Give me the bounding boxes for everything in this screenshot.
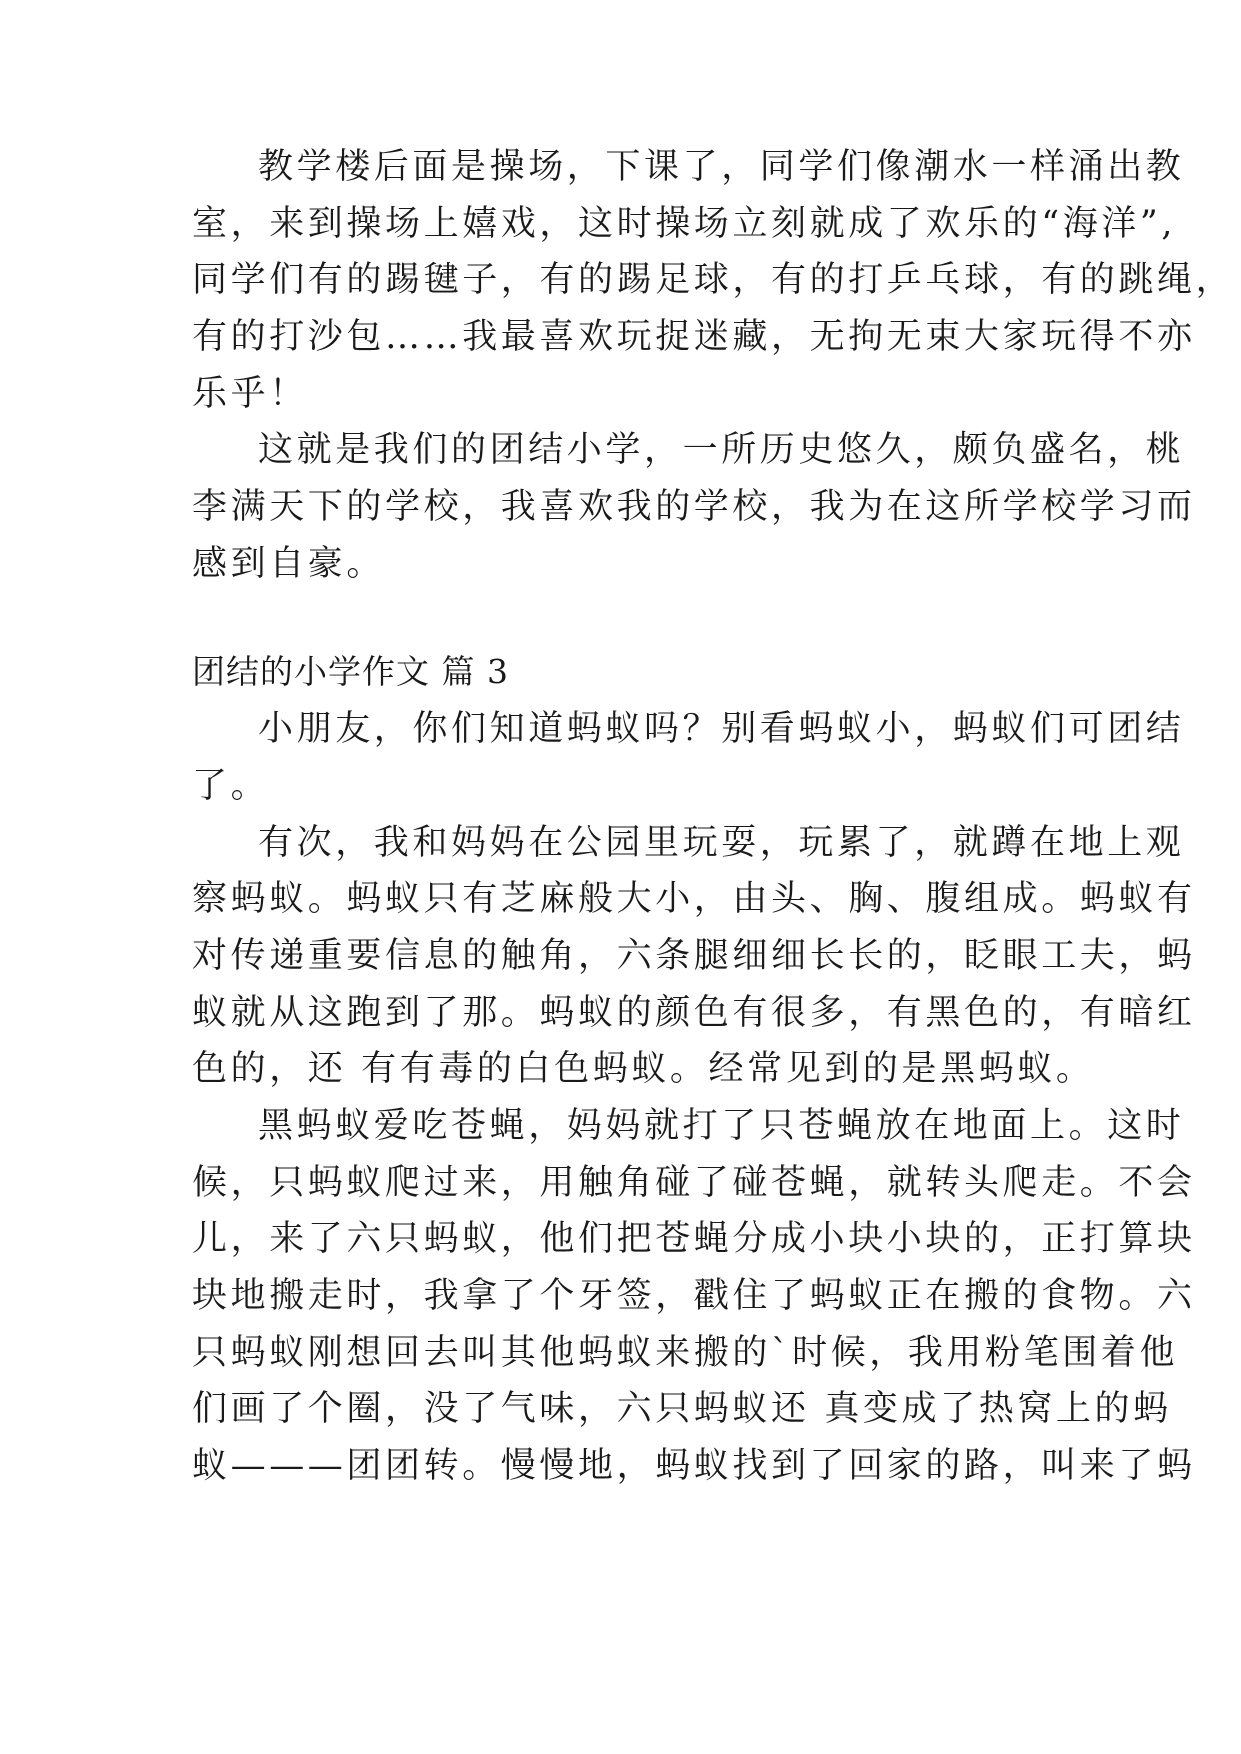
text-line: 只蚂蚁刚想回去叫其他蚂蚁来搬的`时候，我用粉笔围着他 [192,1333,1179,1373]
text-line: 同学们有的踢毽子，有的踢足球，有的打乒乓球，有的跳绳， [192,260,1235,300]
text-line: 察蚂蚁。蚂蚁只有芝麻般大小，由头、胸、腹组成。蚂蚁有 [192,879,1196,919]
text-line: 李满天下的学校，我喜欢我的学校，我为在这所学校学习而 [192,487,1196,527]
text-line: 黑蚂蚁爱吃苍蝇，妈妈就打了只苍蝇放在地面上。这时 [258,1106,1185,1146]
text-line: 们画了个圈，没了气味，六只蚂蚁还 真变成了热窝上的蚂 [192,1389,1172,1429]
text-line: 色的，还 有有毒的白色蚂蚁。经常见到的是黑蚂蚁。 [192,1049,1095,1089]
section-heading: 团结的小学作文 篇 3 [192,652,509,691]
text-line: 有的打沙包……我最喜欢玩捉迷藏，无拘无束大家玩得不亦 [192,317,1196,357]
text-line: 候，只蚂蚁爬过来，用触角碰了碰苍蝇，就转头爬走。不会 [192,1163,1196,1203]
text-line: 儿，来了六只蚂蚁，他们把苍蝇分成小块小块的，正打算块 [192,1219,1196,1259]
text-line: 对传递重要信息的触角，六条腿细细长长的，眨眼工夫，蚂 [192,936,1196,976]
text-line: 室，来到操场上嬉戏，这时操场立刻就成了欢乐的“海洋”, [192,204,1177,244]
text-line: 这就是我们的团结小学，一所历史悠久，颇负盛名，桃 [258,430,1185,470]
text-line: 教学楼后面是操场，下课了，同学们像潮水一样涌出教 [258,147,1185,187]
text-line: 蚁———团团转。慢慢地，蚂蚁找到了回家的路，叫来了蚂 [192,1446,1196,1486]
text-line: 乐乎！ [192,374,308,414]
text-line: 有次，我和妈妈在公园里玩耍，玩累了，就蹲在地上观 [258,823,1185,863]
text-line: 感到自豪。 [192,544,386,584]
text-line: 块地搬走时，我拿了个牙签，戳住了蚂蚁正在搬的食物。六 [192,1276,1196,1316]
text-line: 蚁就从这跑到了那。蚂蚁的颜色有很多，有黑色的，有暗红 [192,993,1196,1033]
text-line: 小朋友，你们知道蚂蚁吗？别看蚂蚁小，蚂蚁们可团结 [258,709,1185,749]
text-line: 了。 [192,766,270,806]
